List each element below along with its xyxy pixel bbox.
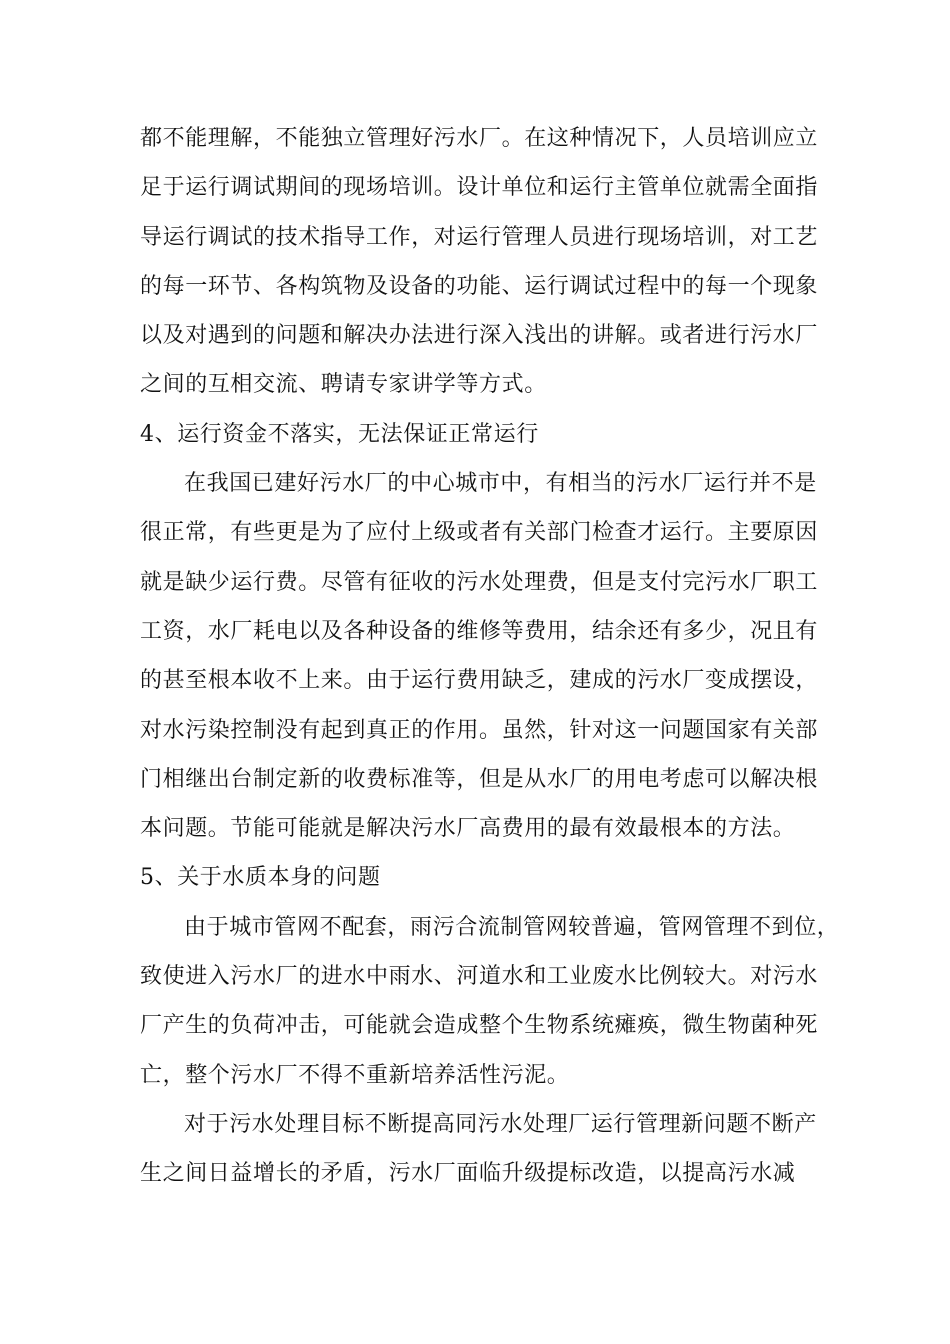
paragraph-funding [140,459,820,853]
paragraph-training [140,114,820,410]
section-heading-5: 5、关于水质本身的问题 [140,865,381,891]
text-line: 亡，整个污水厂不得不重新培养活性污泥。 [140,1062,570,1088]
text-line: 很正常，有些更是为了应付上级或者有关部门检查才运行。主要原因 [140,520,819,546]
text-line: 对水污染控制没有起到真正的作用。虽然，针对这一问题国家有关部 [140,717,819,743]
text-line: 对于污水处理目标不断提高同污水处理厂运行管理新问题不断产 [184,1111,817,1137]
text-line: 门相继出台制定新的收费标准等，但是从水厂的用电考虑可以解决根 [140,766,819,792]
text-line: 足于运行调试期间的现场培训。设计单位和运行主管单位就需全面指 [140,175,819,201]
text-line: 在我国已建好污水厂的中心城市中，有相当的污水厂运行并不是 [184,471,817,497]
text-line: 导运行调试的技术指导工作，对运行管理人员进行现场培训，对工艺 [140,224,819,250]
text-line: 生之间日益增长的矛盾，污水厂面临升级提标改造，以提高污水减 [140,1161,796,1187]
text-line: 的甚至根本收不上来。由于运行费用缺乏，建成的污水厂变成摆设， [140,668,819,694]
text-line: 致使进入污水厂的进水中雨水、河道水和工业废水比例较大。对污水 [140,964,819,990]
text-line: 工资，水厂耗电以及各种设备的维修等费用，结余还有多少，况且有 [140,618,819,644]
text-line: 都不能理解，不能独立管理好污水厂。在这种情况下，人员培训应立 [140,126,819,151]
text-line: 以及对遇到的问题和解决办法进行深入浅出的讲解。或者进行污水厂 [140,323,819,349]
text-line: 之间的互相交流、聘请专家讲学等方式。 [140,372,547,398]
paragraph-upgrade [140,1100,820,1199]
text-line: 就是缺少运行费。尽管有征收的污水处理费，但是支付完污水厂职工 [140,569,819,595]
paragraph-water-quality [140,903,840,1100]
text-line: 本问题。节能可能就是解决污水厂高费用的最有效最根本的方法。 [140,816,796,842]
section-heading-4: 4、运行资金不落实，无法保证正常运行 [140,421,539,447]
text-line: 的每一环节、各构筑物及设备的功能、运行调试过程中的每一个现象 [140,273,819,299]
document-body [140,114,840,1199]
text-line: 由于城市管网不配套，雨污合流制管网较普遍，管网管理不到位， [184,914,840,940]
text-line: 厂产生的负荷冲击，可能就会造成整个生物系统瘫痪，微生物菌种死 [140,1013,819,1039]
